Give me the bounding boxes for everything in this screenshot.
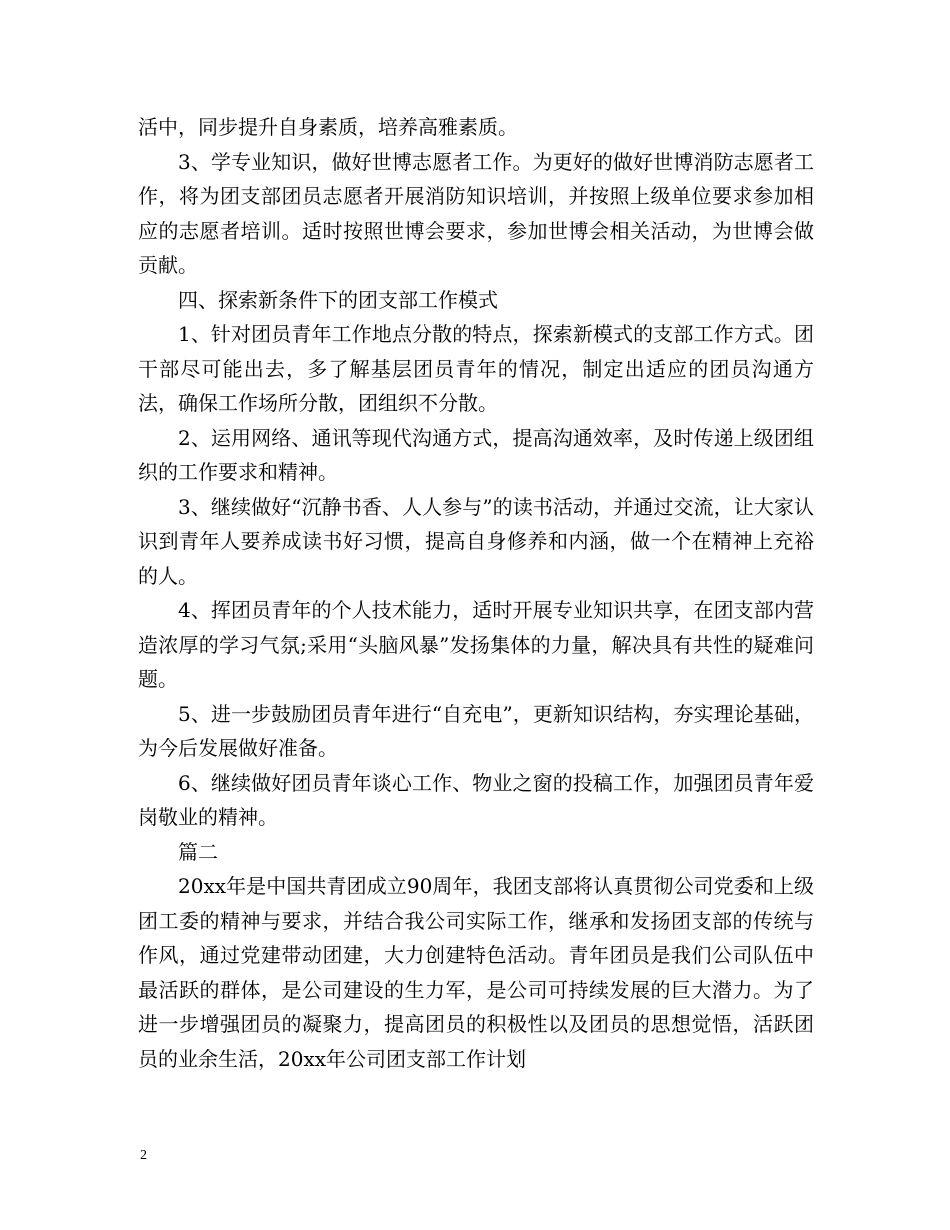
paragraph-item-5: 5、进一步鼓励团员青年进行“自充电”，更新知识结构，夯实理论基础，为今后发展做好准备。 — [138, 701, 814, 760]
paragraph-part-two-intro: 20xx年是中国共青团成立90周年，我团支部将认真贯彻公司党委和上级团工委的精神与要求，并结合我公司实际工作，继承和发扬团支部的传统与作风，通过党建带动团建，大力创建特色活动。青年团员是我们公司队伍中最活跃的群体，是公司建设的生力军，是公司可持续发展的巨大潜力。为了进一步增强团员的凝聚力，提高团员的积极性以及团员的思想觉悟，活跃团员的业余生活，20xx年公司团支部工作计划 — [138, 874, 814, 1071]
page-number: 2 — [140, 1148, 147, 1163]
paragraph-item-4: 4、挥团员青年的个人技术能力，适时开展专业知识共享，在团支部内营造浓厚的学习气氛;采用“头脑风暴”发扬集体的力量，解决具有共性的疑难问题。 — [138, 598, 814, 691]
paragraph-item-2: 2、运用网络、通讯等现代沟通方式，提高沟通效率，及时传递上级团组织的工作要求和精神。 — [138, 425, 814, 484]
body-text — [138, 110, 814, 1076]
section-heading-4: 四、探索新条件下的团支部工作模式 — [178, 287, 498, 312]
part-two-heading: 篇二 — [178, 839, 218, 864]
paragraph-continuation: 活中，同步提升自身素质，培养高雅素质。 — [138, 115, 518, 139]
paragraph-item-3-expo-volunteer: 3、学专业知识，做好世博志愿者工作。为更好的做好世博消防志愿者工作，将为团支部团员志愿者开展消防知识培训，并按照上级单位要求参加相应的志愿者培训。适时按照世博会要求，参加世博会相关活动，为世博会做贡献。 — [138, 149, 814, 277]
paragraph-item-6: 6、继续做好团员青年谈心工作、物业之窗的投稿工作，加强团员青年爱岗敬业的精神。 — [138, 770, 814, 829]
paragraph-item-1: 1、针对团员青年工作地点分散的特点，探索新模式的支部工作方式。团干部尽可能出去，多了解基层团员青年的情况，制定出适应的团员沟通方法，确保工作场所分散，团组织不分散。 — [138, 322, 814, 415]
paragraph-item-3-reading: 3、继续做好“沉静书香、人人参与”的读书活动，并通过交流，让大家认识到青年人要养成读书好习惯，提高自身修养和内涵，做一个在精神上充裕的人。 — [138, 494, 814, 588]
